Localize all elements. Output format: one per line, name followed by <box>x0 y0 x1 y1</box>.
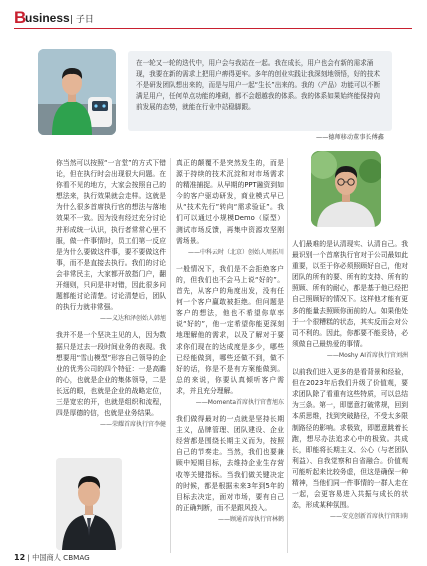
column-2 <box>176 158 284 525</box>
signature: ——Moshy AI首席执行官刘洲 <box>326 351 408 359</box>
section-subtitle: | 子日 <box>70 15 94 25</box>
paragraph: 以前我们进入更多的是看背景和经验，但在2023年后我们升级了价值观，要求团队除了看重有这些特质，可以总结为三条。第一，即愿意打破常规，回到本质思维，找到突破路径，不受太多限制路径的影响。求极致，即愿意跳着长跑，想尽办法追求心中的极致。共成长，即能将长期主义、公心（与老团队利益）、自我觉察和自省融合。价值观可能听起来比较务虚，但这是确保一种精神，当他们同一件事情的一群人走在一起，会更容易进入共振与成长的状态，形成某种氛围。 <box>292 368 408 510</box>
section-header <box>14 8 412 30</box>
signature: ——顾通首席执行官林鹤 <box>217 515 284 523</box>
middle-portrait-photo <box>311 151 381 227</box>
section-title: usiness <box>25 11 70 25</box>
column-3 <box>292 239 408 522</box>
paragraph: 人们最难的是认清现实、认清自己。我最识别一个首席执行官对于公司最如此重要，以至于你必须照顾好自己，他对团队的所有的要、所有的支持、所有的照顾、所有的耐心，都是基于他已经把自己照顾好的情况下。这样他才能有更多的能量去照顾你面前的人。如果他处于一个很糟糕的状态，其实反而会对公司不利的。因此，你都要不能妥协，必须做自己最热爱的事情。 <box>292 240 408 348</box>
top-quote-signature: ——德师移动董事长傅鑫 <box>315 134 384 141</box>
page-footer <box>14 553 90 563</box>
column-divider <box>287 158 288 553</box>
paragraph: 我并不是一个坚决主见的人，因为数据只是过去一段时间业务的表现。我想要用“雪山模型”形容自己领导的企业的优秀公司的四个特征：一是高瞻的心，也就是企业的集体领导，二是长远的眼，也就是企业的战略定位，三是宽宏的开，也就是组织和流程，四是厚德的信，也就是业务结果。 <box>56 331 166 418</box>
column-1 <box>56 158 166 430</box>
magazine-name: | 中国商人 CBMAG <box>27 553 90 562</box>
top-quote-text: 在一轮又一轮的迭代中，用户会与我站在一起。我在成长，用户也会有新的需求涌现，我要在新的需求上把用户痹得更牢。多年的创业实践让我深刻地领悟，好的技术不是研发团队想出来的，而是与用户一起“生长”出来的。我的（产品）功能可以不断满足用户，任何单点功能的堆砌，都不会超越我的体系。我的体系如果始终能保持向前发展的态势，就能在行业中站稳脚跟。 <box>136 59 381 111</box>
signature: ——Momenta首席执行官曹旭东 <box>195 398 284 406</box>
paragraph: 一般情况下，我们是不会拒绝客户的，但我们也不会马上说“好的”。首先，从客户的角度出发，没有任何一个客户赢敢被拒绝。但问题是客户的想法，他也不希望你草率说“好的”，他一定希望你能更深刻地理解他的需求，以及了解对于要求你们现在的达成度是多少，哪些已经能做到，哪些还做不到，做不好的话，你是不是有方案能做到。总的来说，你要认真倾听客户需求，并且充分理解。 <box>176 264 284 395</box>
header-rule <box>14 28 412 29</box>
column-divider <box>170 158 171 553</box>
paragraph: 你当然可以按照“一言堂”的方式下错论，但在执行时会出现很大问题。在你看不见的地方，大家会按照自己的想法来，执行效果就会走样。这就是为什么很多首席执行官的想法与落地效果不一致。因为没有经过充分讨论并形成统一认识，执行者常常心里不服，做一件事情时，员工们第一反应是为什么要做这件事，要不要做这件事，而不是直接去执行。我们的讨论会非常民主，大家都开放指门户，翻开细则，只问是非对错，因此很多问题都能讨论清楚。讨论清楚后，团队的执行力就非常强。 <box>56 159 166 312</box>
bottom-portrait-photo <box>56 458 122 550</box>
signature: ——义达和泽创始人韩旭 <box>99 315 166 323</box>
signature: ——中科云时（北京）创始人周拓川 <box>187 248 284 256</box>
page-number: 12 <box>14 553 26 562</box>
paragraph: 我们做得最对的一点就是坚持长期主义，品牌管理、团队建设、企业经营都是围绕长期主义而为，按照自己的节奏走。当然，我们也要兼顾中短期目标，去维持企业生存营收等关键指标。当我们做关键决定的时候，都是根据未来3年到5年的目标去决定，面对市场，要有自己的正确判断，而不是跟风投入。 <box>176 415 284 512</box>
top-portrait-photo <box>38 49 116 135</box>
section-initial: B <box>14 8 27 27</box>
paragraph: 真正的颠覆不是突然发生的，而是源于持续的技术沉淀和对市场需求的精准捕捉。从早期的PPT融资到如今的客户驱动研发，商业模式早已从“技术先行”转向“需求验证”。我们可以通过小规模Demo（原型）测试市场反馈，再集中资源攻坚刚需场景。 <box>176 159 284 245</box>
signature: ——荣耀首席执行官李健 <box>99 421 166 429</box>
top-quote-box <box>128 51 392 141</box>
signature: ——安克创新首席执行官阳萌 <box>329 513 408 521</box>
